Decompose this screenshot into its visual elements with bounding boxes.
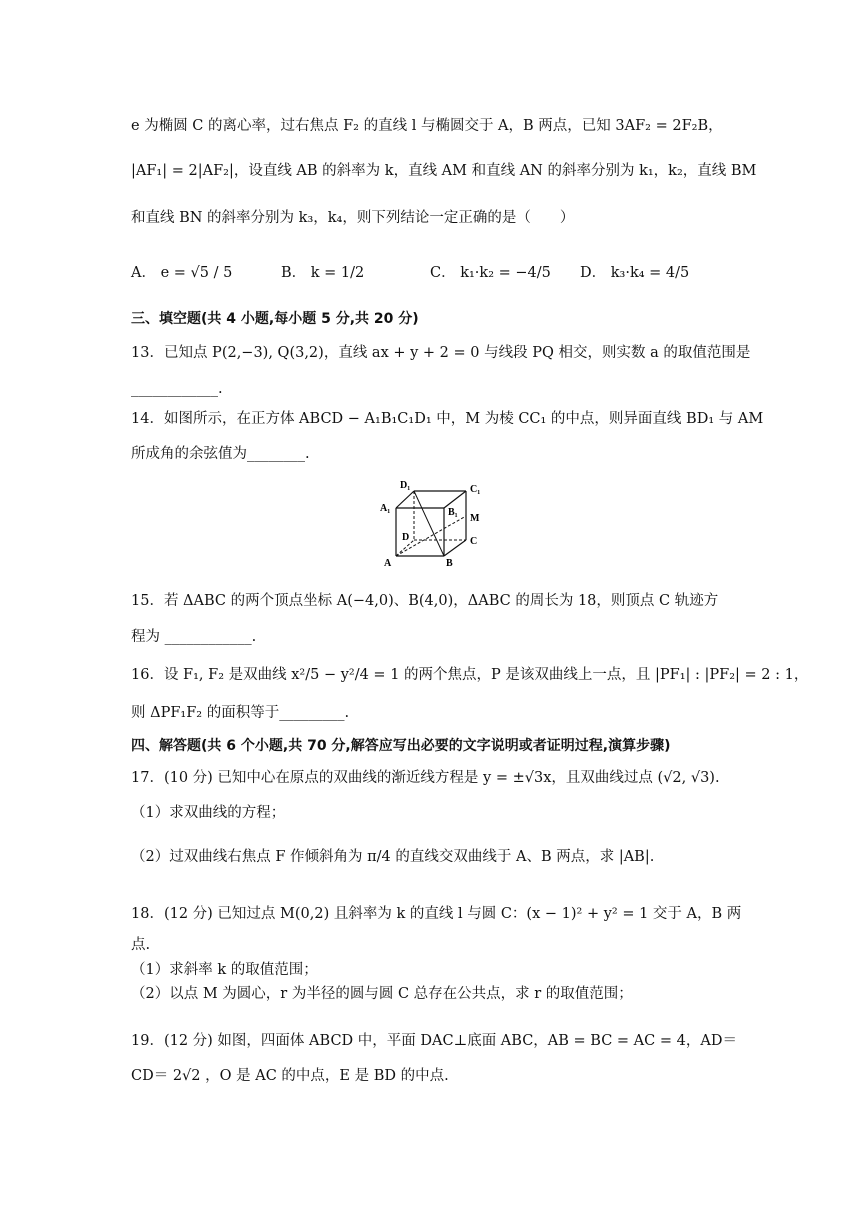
q18-line-3: （1）求斜率 k 的取值范围； bbox=[131, 962, 318, 978]
q18-line-1: 18．(12 分) 已知过点 M(0,2) 且斜率为 k 的直线 l 与圆 C：(x − 1)² + y² = 1 交于 A，B 两 bbox=[131, 906, 742, 922]
q17-line-3: （2）过双曲线右焦点 F 作倾斜角为 π/4 的直线交双曲线于 A、B 两点，求 |AB|. bbox=[131, 849, 655, 865]
q14-line-1: 14．如图所示，在正方体 ABCD − A₁B₁C₁D₁ 中，M 为棱 CC₁ 的中点，则异面直线 BD₁ 与 AM bbox=[131, 411, 764, 427]
cube-label-d1: D₁ bbox=[400, 480, 411, 491]
q19-line-1: 19．(12 分) 如图，四面体 ABCD 中，平面 DAC⊥底面 ABC，AB = BC = AC = 4，AD＝ bbox=[131, 1033, 737, 1049]
q17-line-1: 17．(10 分) 已知中心在原点的双曲线的渐近线方程是 y = ±√3x，且双曲线过点 (√2, √3). bbox=[131, 770, 720, 786]
q12-option-a: A． e = √5 / 5 bbox=[131, 265, 233, 281]
cube-label-m: M bbox=[470, 513, 480, 524]
q13-line-1: 13．已知点 P(2,−3), Q(3,2)，直线 ax + y + 2 = 0 与线段 PQ 相交，则实数 a 的取值范围是 bbox=[131, 345, 751, 361]
q12-option-d: D． k₃·k₄ = 4/5 bbox=[580, 265, 690, 281]
cube-label-c: C bbox=[470, 536, 478, 547]
q15-line-2: 程为 ____________. bbox=[131, 629, 257, 645]
q12-option-b: B． k = 1/2 bbox=[281, 265, 365, 281]
q12-line-3: 和直线 BN 的斜率分别为 k₃，k₄，则下列结论一定正确的是（ ） bbox=[131, 210, 575, 226]
cube-label-a: A bbox=[384, 558, 392, 568]
q12-line-1: e 为椭圆 C 的离心率，过右焦点 F₂ 的直线 l 与椭圆交于 A，B 两点，已知 3AF₂ = 2F₂B， bbox=[131, 118, 723, 134]
q16-line-2: 则 ΔPF₁F₂ 的面积等于_________. bbox=[131, 705, 350, 721]
section-3-heading: 三、填空题(共 4 小题,每小题 5 分,共 20 分) bbox=[131, 311, 419, 327]
section-4-heading: 四、解答题(共 6 个小题,共 70 分,解答应写出必要的文字说明或者证明过程,演算步骤) bbox=[131, 738, 671, 754]
cube-figure bbox=[378, 478, 488, 568]
cube-label-b: B bbox=[446, 558, 453, 568]
cube-label-b1: B₁ bbox=[448, 507, 458, 518]
q14-line-2: 所成角的余弦值为________. bbox=[131, 446, 310, 462]
q13-line-2: ____________. bbox=[131, 381, 223, 397]
q17-line-2: （1）求双曲线的方程； bbox=[131, 805, 286, 821]
cube-label-d: D bbox=[402, 532, 410, 543]
cube-label-a1: A₁ bbox=[380, 503, 391, 514]
q19-line-2: CD＝ 2√2 ，O 是 AC 的中点，E 是 BD 的中点. bbox=[131, 1068, 449, 1084]
cube-label-c1: C₁ bbox=[470, 484, 481, 495]
q15-line-1: 15．若 ΔABC 的两个顶点坐标 A(−4,0)、B(4,0)，ΔABC 的周长为 18，则顶点 C 轨迹方 bbox=[131, 593, 719, 609]
q12-line-2: |AF₁| = 2|AF₂|，设直线 AB 的斜率为 k，直线 AM 和直线 AN 的斜率分别为 k₁，k₂，直线 BM bbox=[131, 163, 757, 179]
q18-line-4: （2）以点 M 为圆心，r 为半径的圆与圆 C 总存在公共点，求 r 的取值范围； bbox=[131, 986, 633, 1002]
q12-option-c: C． k₁·k₂ = −4/5 bbox=[430, 265, 551, 281]
q18-line-2: 点. bbox=[131, 937, 151, 953]
q16-line-1: 16．设 F₁, F₂ 是双曲线 x²/5 − y²/4 = 1 的两个焦点，P 是该双曲线上一点，且 |PF₁| : |PF₂| = 2 : 1， bbox=[131, 667, 809, 683]
